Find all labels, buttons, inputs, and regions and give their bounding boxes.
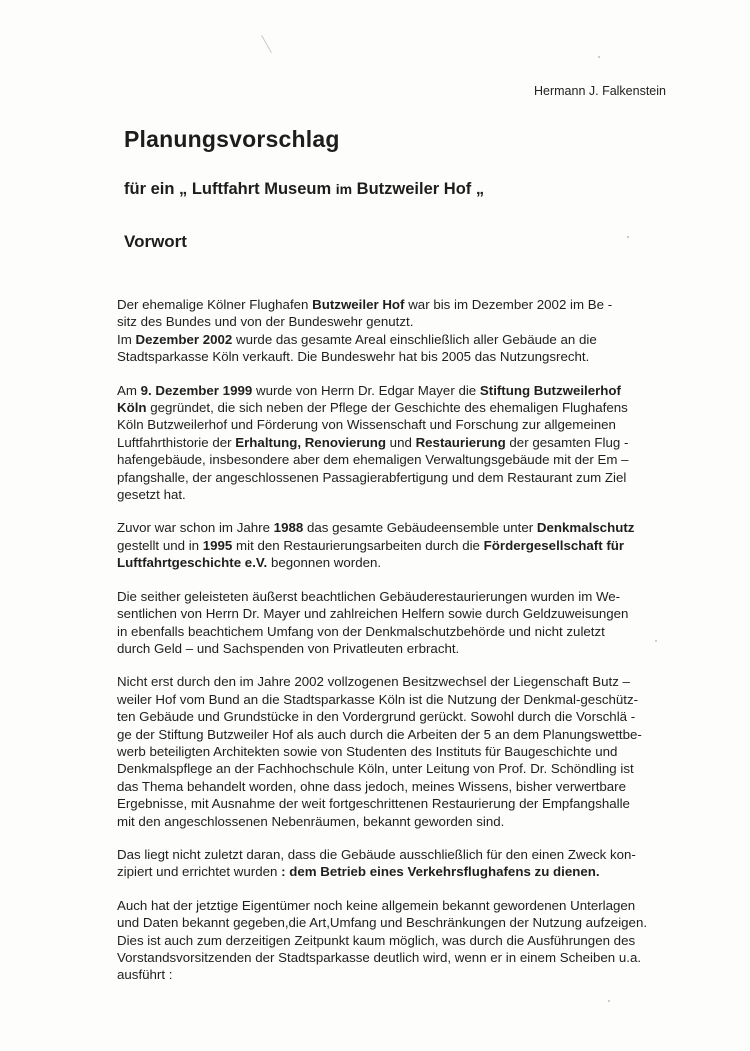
text-run: mit den angeschlossenen Nebenräumen, bekannt geworden sind. bbox=[117, 813, 505, 829]
bold-text: Stiftung Butzweilerhof bbox=[479, 382, 621, 398]
author-name: Hermann J. Falkenstein bbox=[533, 84, 666, 98]
text-run: pfangshalle, der angeschlossenen Passagierabfertigung und dem Restaurant zum Ziel bbox=[117, 469, 627, 485]
paragraph bbox=[117, 296, 687, 366]
bold-text: 1988 bbox=[273, 520, 304, 536]
text-run: gesetzt hat. bbox=[117, 487, 186, 503]
text-run: weiler Hof vom Bund an die Stadtsparkasse Köln ist die Nutzung der Denkmal-geschütz- bbox=[117, 691, 639, 707]
document-title: Planungsvorschlag bbox=[124, 126, 340, 152]
text-run: Stadtsparkasse Köln verkauft. Die Bundeswehr hat bis 2005 das Nutzungsrecht. bbox=[117, 349, 590, 365]
text-run: Die seither geleisteten äußerst beachtlichen Gebäuderestaurierungen wurden im We- bbox=[117, 588, 621, 604]
text-run: sitz des Bundes und von der Bundeswehr genutzt. bbox=[117, 314, 414, 330]
scan-speck bbox=[608, 1000, 610, 1002]
text-run: das Thema behandelt worden, ohne dass jedoch, meines Wissens, bisher verwertbare bbox=[117, 778, 627, 794]
text-run: durch Geld – und Sachspenden von Privatleuten erbracht. bbox=[117, 640, 460, 656]
bold-text: : dem Betrieb eines Verkehrsflughafens zu dienen. bbox=[281, 864, 600, 880]
text-run: Das liegt nicht zuletzt daran, dass die Gebäude ausschließlich für den einen Zweck kon- bbox=[117, 846, 636, 862]
text-run: Vorstandsvorsitzenden der Stadtsparkasse deutlich wird, wenn er in einem Scheiben u.a. bbox=[117, 950, 642, 965]
text-run: wurde das gesamte Areal einschließlich aller Gebäude an die bbox=[232, 331, 597, 347]
text-run: Köln Butzweilerhof und Förderung von Wissenschaft und Forschung zur allgemeinen bbox=[117, 417, 616, 433]
text-run: sentlichen von Herrn Dr. Mayer und zahlreichen Helfern sowie durch Geldzuweisungen bbox=[117, 606, 629, 622]
text-run: gegründet, die sich neben der Pflege der Geschichte des ehemaligen Flughafens bbox=[146, 400, 628, 416]
text-run: gestellt und in bbox=[117, 537, 203, 553]
text-run: Luftfahrthistorie der bbox=[117, 434, 236, 450]
text-run: Auch hat der jetztige Eigentümer noch keine allgemein bekannt gewordenen Unterlagen bbox=[117, 897, 636, 913]
text-run: wurde von Herrn Dr. Edgar Mayer die bbox=[252, 382, 480, 398]
text-run: und Daten bekannt gegeben,die Art,Umfang und Beschränkungen der Nutzung aufzeigen. bbox=[117, 915, 648, 931]
bold-text: Denkmalschutz bbox=[536, 520, 635, 536]
text-run: Dies ist auch zum derzeitigen Zeitpunkt kaum möglich, was durch die Ausführungen des bbox=[117, 932, 636, 948]
text-run: zipiert und errichtet wurden bbox=[117, 864, 282, 880]
subtitle-prefix: für ein „ Luftfahrt Museum bbox=[124, 180, 336, 198]
bold-text: 9. Dezember 1999 bbox=[140, 382, 253, 398]
bold-text: Köln bbox=[117, 400, 147, 416]
bold-text: Luftfahrtgeschichte e.V. bbox=[117, 555, 268, 571]
scan-speck bbox=[598, 56, 600, 58]
subtitle-small: im bbox=[335, 181, 353, 197]
text-run: Am bbox=[117, 382, 141, 398]
document-subtitle bbox=[124, 180, 484, 199]
subtitle-suffix: Butzweiler Hof „ bbox=[352, 180, 485, 198]
text-run: ge der Stiftung Butzweiler Hof als auch durch die Arbeiten der 5 an dem Planungswettbe- bbox=[117, 726, 642, 742]
document-body bbox=[117, 296, 687, 1000]
bold-text: Erhaltung, Renovierung bbox=[235, 434, 386, 450]
section-heading: Vorwort bbox=[124, 232, 187, 251]
scan-speck bbox=[655, 640, 657, 642]
bold-text: 1995 bbox=[202, 537, 233, 553]
text-run: ten Gebäude und Grundstücke in den Vordergrund gerückt. Sowohl durch die Vorschlä - bbox=[117, 709, 636, 725]
paragraph bbox=[117, 588, 687, 658]
text-run: Der ehemalige Kölner Flughafen bbox=[117, 297, 313, 312]
paragraph bbox=[117, 846, 687, 881]
paragraph bbox=[117, 382, 687, 504]
text-run: werb beteiligten Architekten sowie von Studenten des Instituts für Baugeschichte und bbox=[117, 743, 618, 759]
text-run: Zuvor war schon im Jahre bbox=[117, 520, 274, 536]
text-run: begonnen worden. bbox=[267, 555, 382, 571]
text-run: war bis im Dezember 2002 im Be - bbox=[404, 297, 613, 312]
text-run: ausführt : bbox=[117, 967, 173, 983]
text-run: das gesamte Gebäudeensemble unter bbox=[303, 520, 537, 536]
scan-scratch bbox=[261, 35, 272, 53]
text-run: mit den Restaurierungsarbeiten durch die bbox=[232, 537, 484, 553]
paragraph bbox=[117, 519, 687, 571]
bold-text: Butzweiler Hof bbox=[312, 297, 405, 312]
scan-speck bbox=[627, 236, 629, 238]
text-run: in ebenfalls beachtichem Umfang von der Denkmalschutzbehörde und nicht zuletzt bbox=[117, 623, 605, 639]
text-run: der gesamten Flug - bbox=[505, 434, 629, 450]
bold-text: Dezember 2002 bbox=[135, 331, 233, 347]
bold-text: Restaurierung bbox=[415, 434, 506, 450]
bold-text: Fördergesellschaft für bbox=[483, 537, 625, 553]
text-run: Ergebnisse, mit Ausnahme der weit fortgeschrittenen Restaurierung der Empfangshalle bbox=[117, 796, 630, 812]
paragraph bbox=[117, 673, 687, 830]
text-run: Nicht erst durch den im Jahre 2002 vollzogenen Besitzwechsel der Liegenschaft Butz – bbox=[117, 674, 630, 690]
text-run: und bbox=[385, 434, 416, 450]
text-run: Im bbox=[117, 331, 136, 347]
text-run: hafengebäude, insbesondere aber dem ehemaligen Verwaltungsgebäude mit der Em – bbox=[117, 452, 629, 468]
paragraph bbox=[117, 897, 687, 984]
text-run: Denkmalspflege an der Fachhochschule Köln, unter Leitung von Prof. Dr. Schöndling ist bbox=[117, 761, 634, 777]
